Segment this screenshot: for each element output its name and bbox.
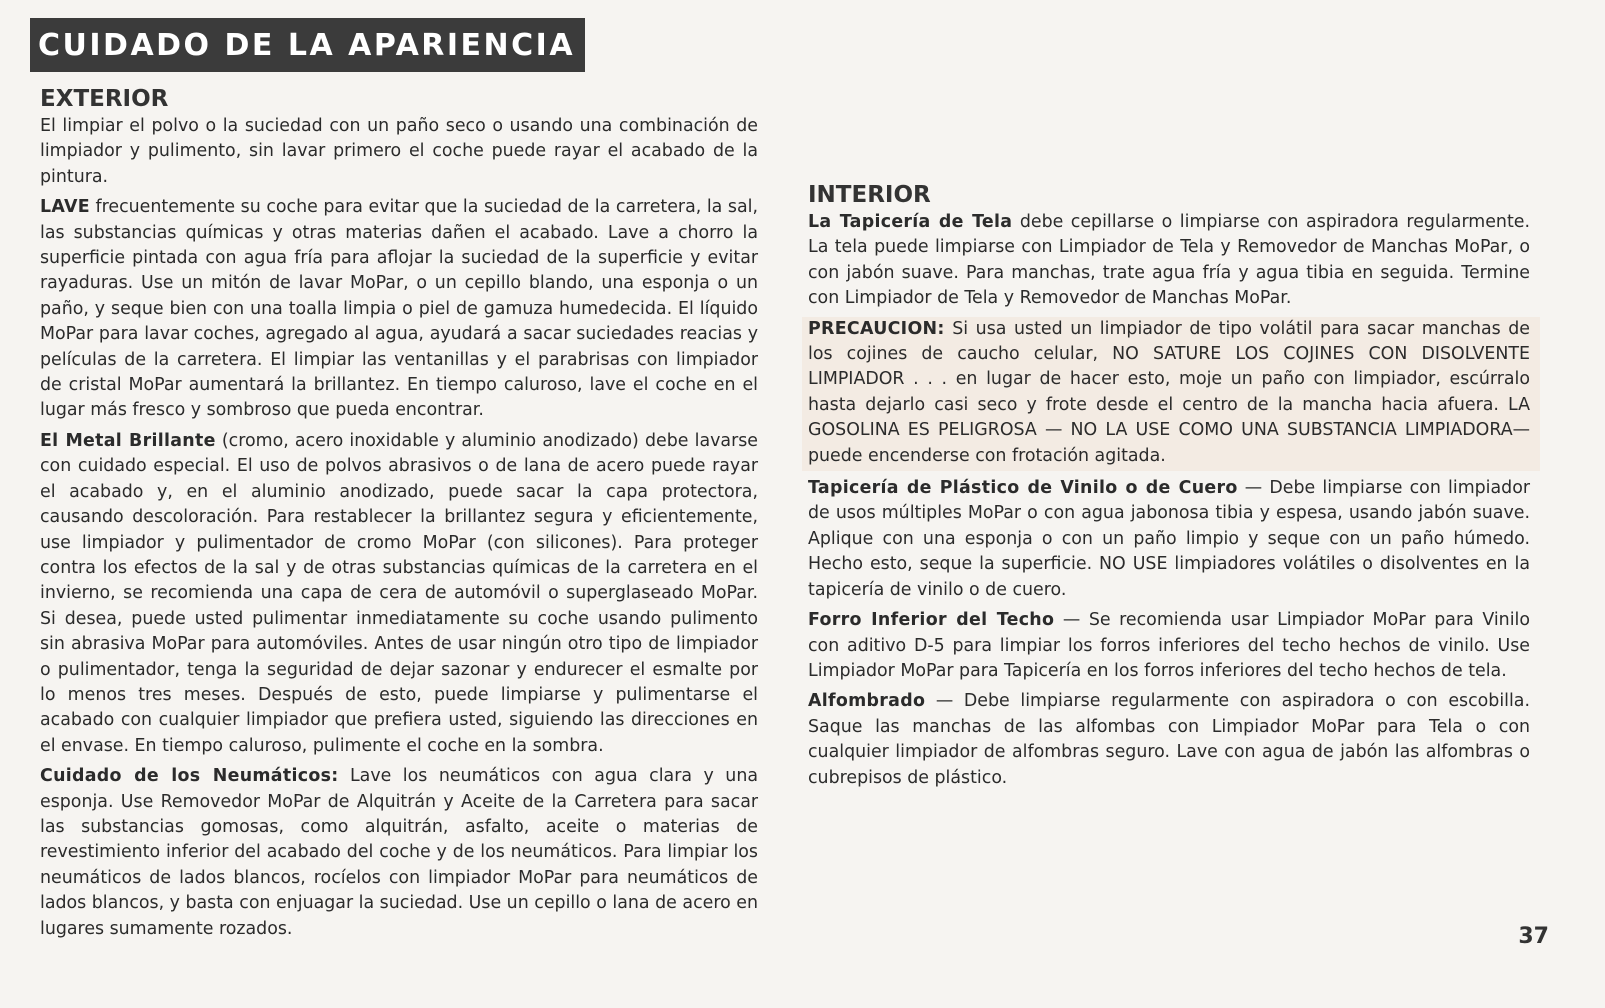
exterior-paragraph-2 [40, 195, 758, 424]
left-column [40, 18, 758, 947]
headliner-lead: Forro Inferior del Techo [808, 610, 1055, 631]
spacer [808, 30, 1530, 180]
bright-metal-lead: El Metal Brillante [40, 430, 216, 451]
exterior-paragraph-3 [40, 429, 758, 759]
wash-lead: LAVE [40, 197, 90, 218]
tire-care-lead: Cuidado de los Neumáticos: [40, 766, 339, 787]
exterior-paragraph-4 [40, 764, 758, 942]
interior-heading: INTERIOR [808, 182, 931, 208]
exterior-heading: EXTERIOR [40, 86, 169, 112]
cloth-upholstery-text: debe cepillarse o limpiarse con aspiradora regularmente. La tela puede limpiarse con Limpiador de Tela y Removedor de Manchas MoPar, o con jabón suave. Para manchas, trate agua fría y agua tibia en seguida. Termine con Limpiador de Tela y Removedor de Manchas MoPar. [808, 212, 1530, 309]
headliner-text: — Se recomienda usar Limpiador MoPar para Vinilo con aditivo D-5 para limpiar los forros inferiores del techo hechos de vinilo. Use Limpiador MoPar para Tapicería en los forros inferiores del techo hechos de tela. [808, 610, 1531, 681]
carpet-lead: Alfombrado [808, 691, 926, 712]
caution-lead: PRECAUCION: [808, 318, 945, 339]
bright-metal-text: (cromo, acero inoxidable y aluminio anodizado) debe lavarse con cuidado especial. El uso de polvos abrasivos o de lana de acero puede rayar el acabado y, en el aluminio anodizado, puede sacar la capa protectora, causando descoloración. Para restablecer la brillantez segura y eficientemente, use limpiador y pulimentador de cromo MoPar (con silicones). Para proteger contra los efectos de la sal y de otras substancias químicas de la carretera en el invierno, se recomienda una capa de cera de automóvil o superglaseado MoPar. Si desea, puede usted pulimentar inmediatamente su coche usando pulimento sin abrasiva MoPar para automóviles. Antes de usar ningún otro tipo de limpiador o pulimentador, tenga la seguridad de dejar sazonar y endurecer el esmalte por lo menos tres meses. Después de esto, puede limpiarse y pulimentarse el acabado con cualquier limpiador que prefiera usted, siguiendo las direcciones en el envase. En tiempo caluroso, pulimente el coche en la sombra. [40, 430, 758, 756]
tire-care-text: Lave los neumáticos con agua clara y una esponja. Use Removedor MoPar de Alquitrán y Aceite de la Carretera para sacar las substancias gomosas, como alquitrán, asfalto, aceite o materias de revestimiento inferior del acabado del coche y de los neumáticos. Para limpiar los neumáticos de lados blancos, rocíelos con limpiador MoPar para neumáticos de lados blancos, y basta con enjuagar la suciedad. Use un cepillo o lana de acero en lugares sumamente rozados. [40, 766, 759, 939]
wash-text: frecuentemente su coche para evitar que la suciedad de la carretera, la sal, las substancias químicas y otras materias dañen el acabado. Lave a chorro la superficie pintada con agua fría para aflojar la suciedad de la superficie y evitar rayaduras. Use un mitón de lavar MoPar, o un cepillo blando, una esponja o un paño, y seque bien con una toalla limpia o piel de gamuza humedecida. El líquido MoPar para lavar coches, agregado al agua, ayudará a sacar suciedades reacias y películas de la carretera. El limpiar las ventanillas y el parabrisas con limpiador de cristal MoPar aumentará la brillantez. En tiempo caluroso, lave el coche en el lugar más fresco y sombroso que pueda encontrar. [40, 197, 758, 421]
cloth-upholstery-lead: La Tapicería de Tela [808, 212, 1013, 232]
right-column [808, 30, 1530, 796]
interior-paragraph-3 [808, 608, 1530, 684]
exterior-paragraph-1 [40, 114, 758, 190]
caution-text: Si usa usted un limpiador de tipo volátil para sacar manchas de los cojines de caucho celular, NO SATURE LOS COJINES CON DISOLVENTE LIMPIADOR . . . en lugar de hacer esto, moje un paño con limpiador, escúrralo hasta dejarlo casi seco y frote desde el centro de la mancha hacia afuera. LA GOSOLINA ES PELIGROSA — NO LA USE COMO UNA SUBSTANCIA LIMPIADORA—puede encenderse con frotación agitada. [808, 318, 1530, 466]
vinyl-leather-text: — Debe limpiarse con limpiador de usos múltiples MoPar o con agua jabonosa tibia y espesa, usando jabón suave. Aplique con una esponja o con un paño limpio y seque con un paño húmedo. Hecho esto, seque la superficie. NO USE limpiadores volátiles o disolventes en la tapicería de vinilo o de cuero. [808, 478, 1530, 600]
exterior-p1-text: El limpiar el polvo o la suciedad con un paño seco o usando una combinación de limpiador y pulimento, sin lavar primero el coche puede rayar el acabado de la pintura. [40, 116, 758, 187]
carpet-text: — Debe limpiarse regularmente con aspiradora o con escobilla. Saque las manchas de las alfombas con Limpiador MoPar para Tela o con cualquier limpiador de alfombras seguro. Lave con agua de jabón las alfombras o cubrepisos de plástico. [808, 691, 1530, 788]
page-number: 37 [1518, 924, 1549, 949]
caution-box [802, 317, 1540, 471]
interior-paragraph-1 [808, 210, 1530, 312]
interior-paragraph-4 [808, 689, 1530, 791]
interior-paragraph-2 [808, 476, 1530, 603]
section-banner: CUIDADO DE LA APARIENCIA [30, 18, 585, 72]
vinyl-leather-lead: Tapicería de Plástico de Vinilo o de Cuero [808, 478, 1238, 499]
